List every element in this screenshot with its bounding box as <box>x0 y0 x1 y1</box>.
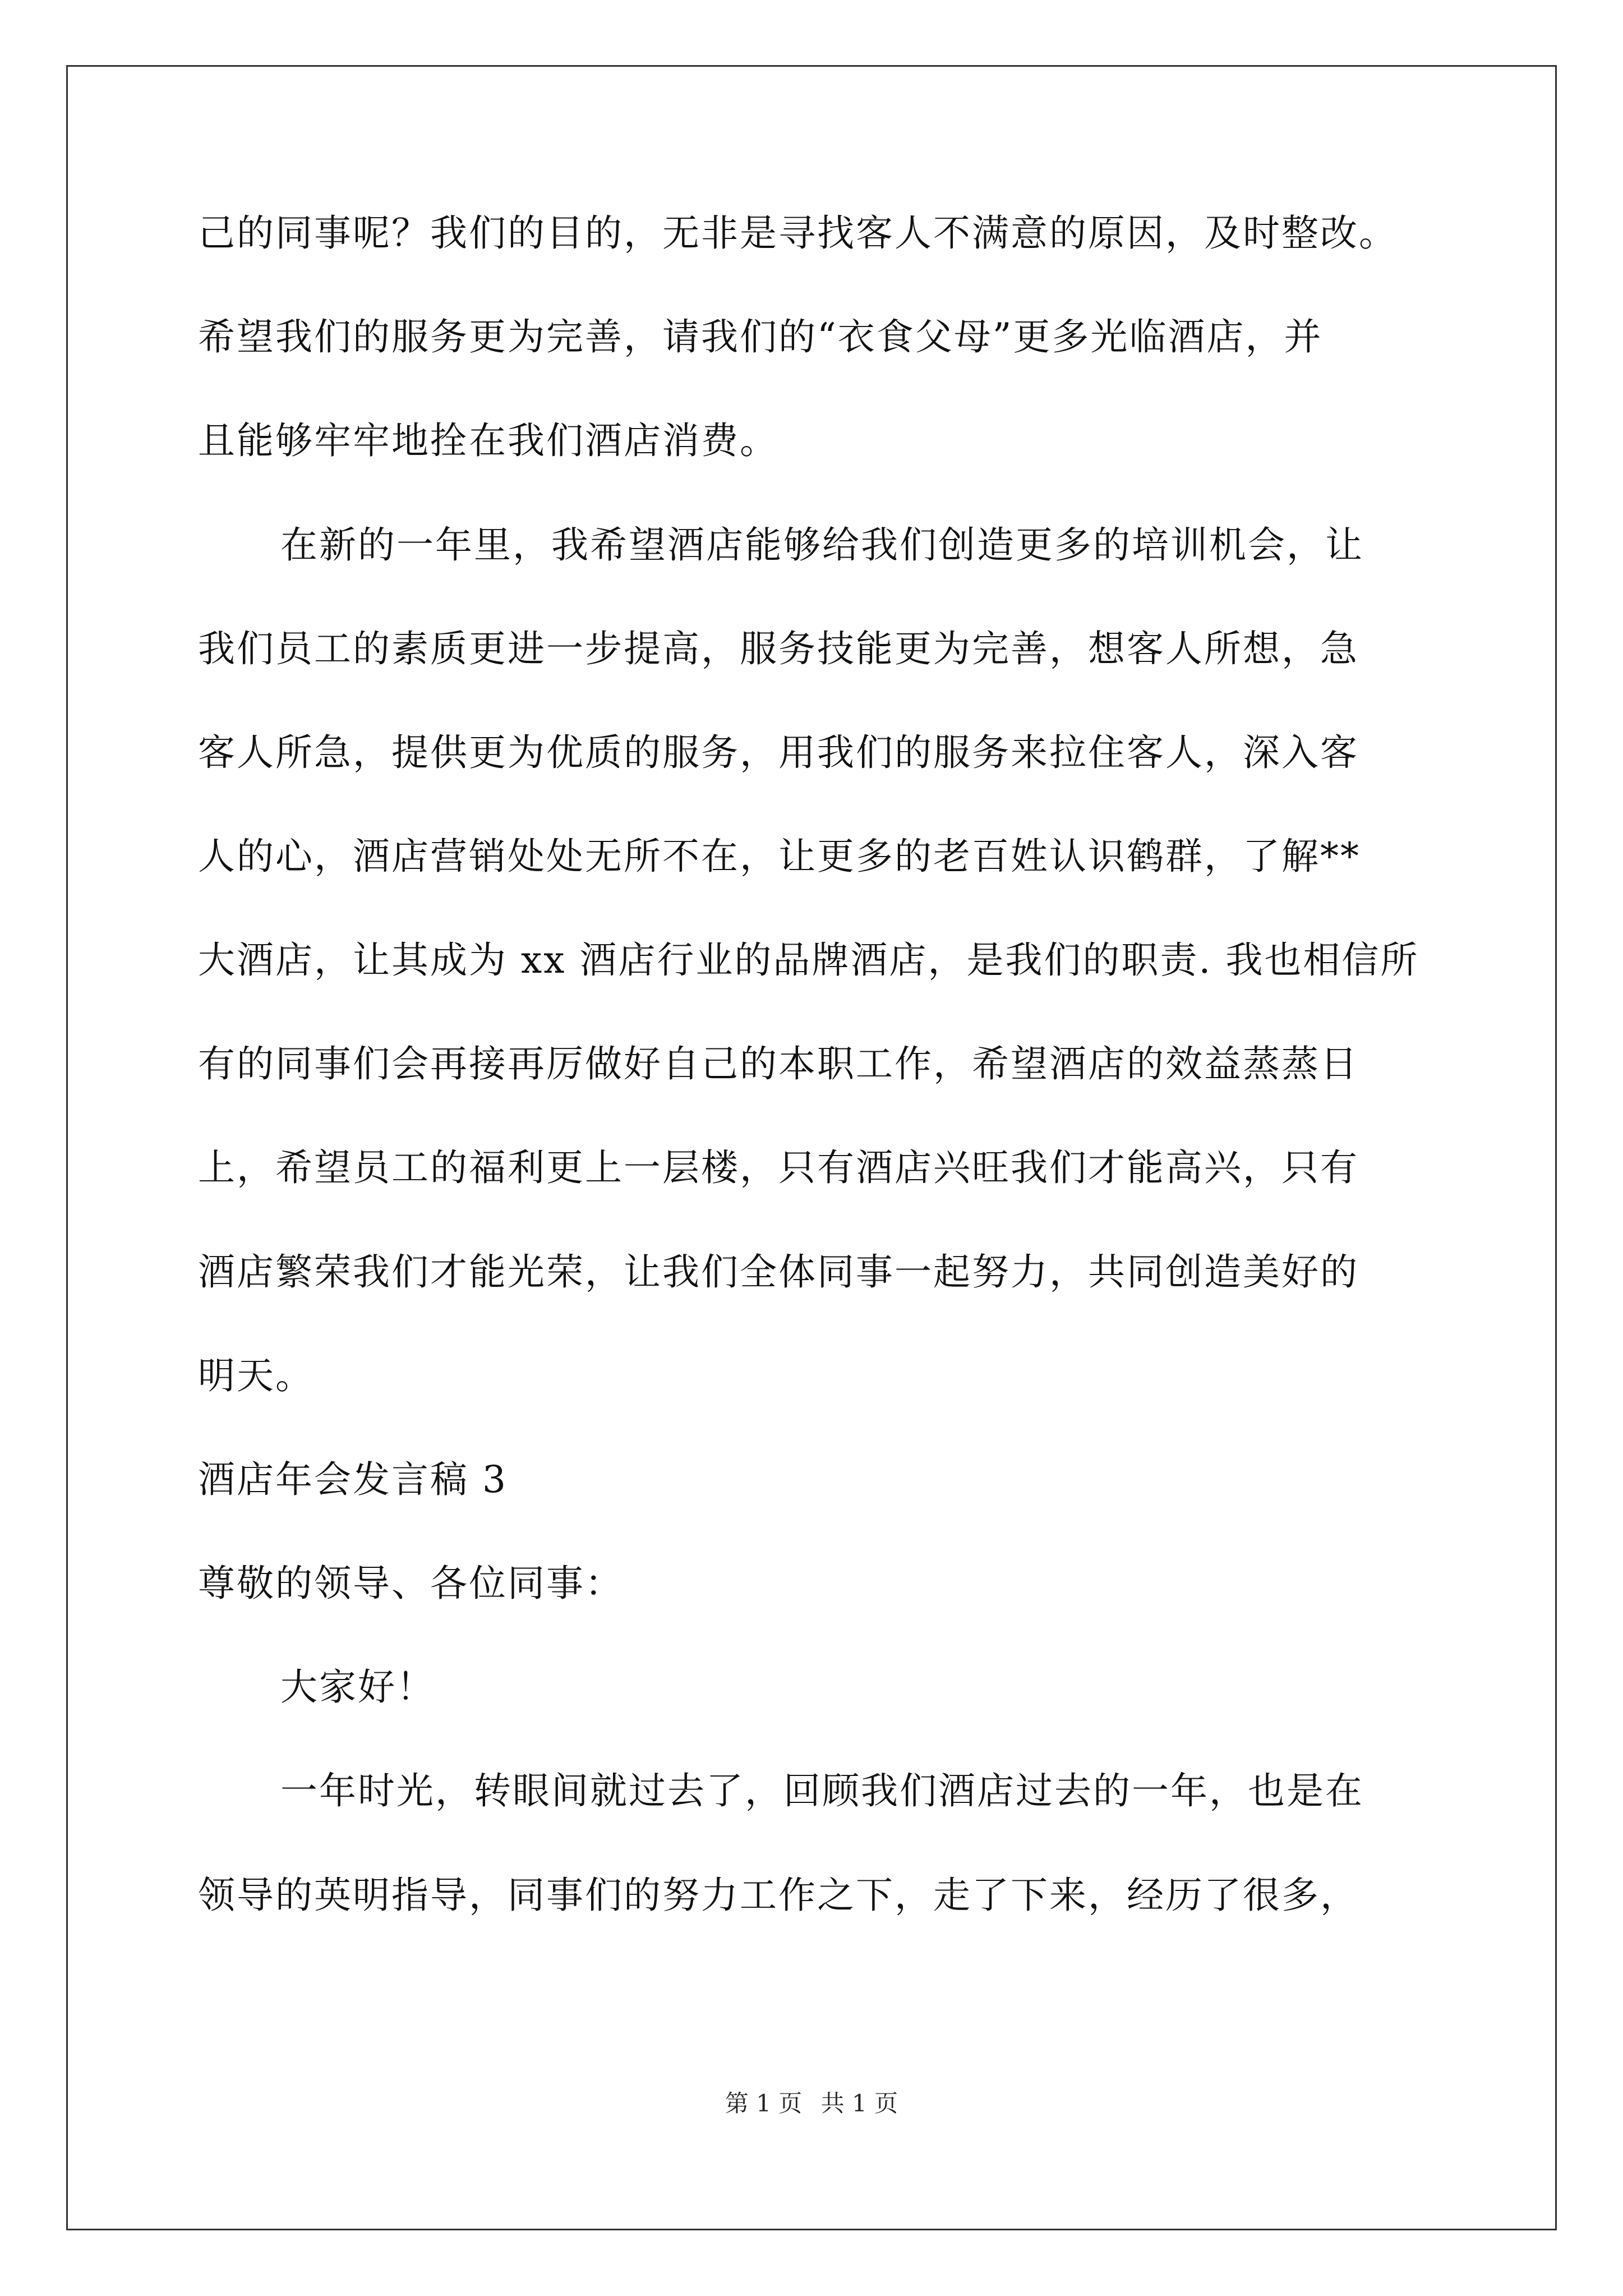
text-line-11: 酒店繁荣我们才能光荣，让我们全体同事一起努力，共同创造美好的 <box>198 1250 1359 1294</box>
page-footer <box>0 2088 1623 2119</box>
text-line-3: 且能够牢牢地拴在我们酒店消费。 <box>198 419 778 462</box>
text-line-10: 上，希望员工的福利更上一层楼，只有酒店兴旺我们才能高兴，只有 <box>198 1146 1359 1189</box>
text-line-17: 领导的英明指导，同事们的努力工作之下，走了下来，经历了很多， <box>198 1874 1359 1917</box>
text-line-7: 人的心，酒店营销处处无所不在，让更多的老百姓认识鹤群，了解** <box>198 835 1361 878</box>
text-line-1: 己的同事呢？我们的目的，无非是寻找客人不满意的原因，及时整改。 <box>198 211 1398 255</box>
text-line-6: 客人所急，提供更为优质的服务，用我们的服务来拉住客人，深入客 <box>198 731 1359 774</box>
text-line-9: 有的同事们会再接再厉做好自己的本职工作，希望酒店的效益蒸蒸日 <box>198 1042 1359 1085</box>
text-line-5: 我们员工的素质更进一步提高，服务技能更为完善，想客人所想，急 <box>198 627 1359 670</box>
text-line-8: 大酒店，让其成为 xx 酒店行业的品牌酒店，是我们的职责. 我也相信所 <box>198 938 1419 982</box>
text-line-12: 明天。 <box>198 1354 314 1397</box>
page-total: 共 1 页 <box>820 2090 898 2117</box>
text-line-2: 希望我们的服务更为完善，请我们的“衣食父母”更多光临酒店，并 <box>198 315 1323 358</box>
salutation: 尊敬的领导、各位同事： <box>198 1562 624 1605</box>
page-number: 第 1 页 <box>725 2090 803 2117</box>
text-line-16: 一年时光，转眼间就过去了，回顾我们酒店过去的一年，也是在 <box>280 1769 1364 1812</box>
text-line-4: 在新的一年里，我希望酒店能够给我们创造更多的培训机会，让 <box>280 523 1364 567</box>
section-heading: 酒店年会发言稿 3 <box>198 1458 508 1501</box>
greeting: 大家好！ <box>280 1665 435 1709</box>
